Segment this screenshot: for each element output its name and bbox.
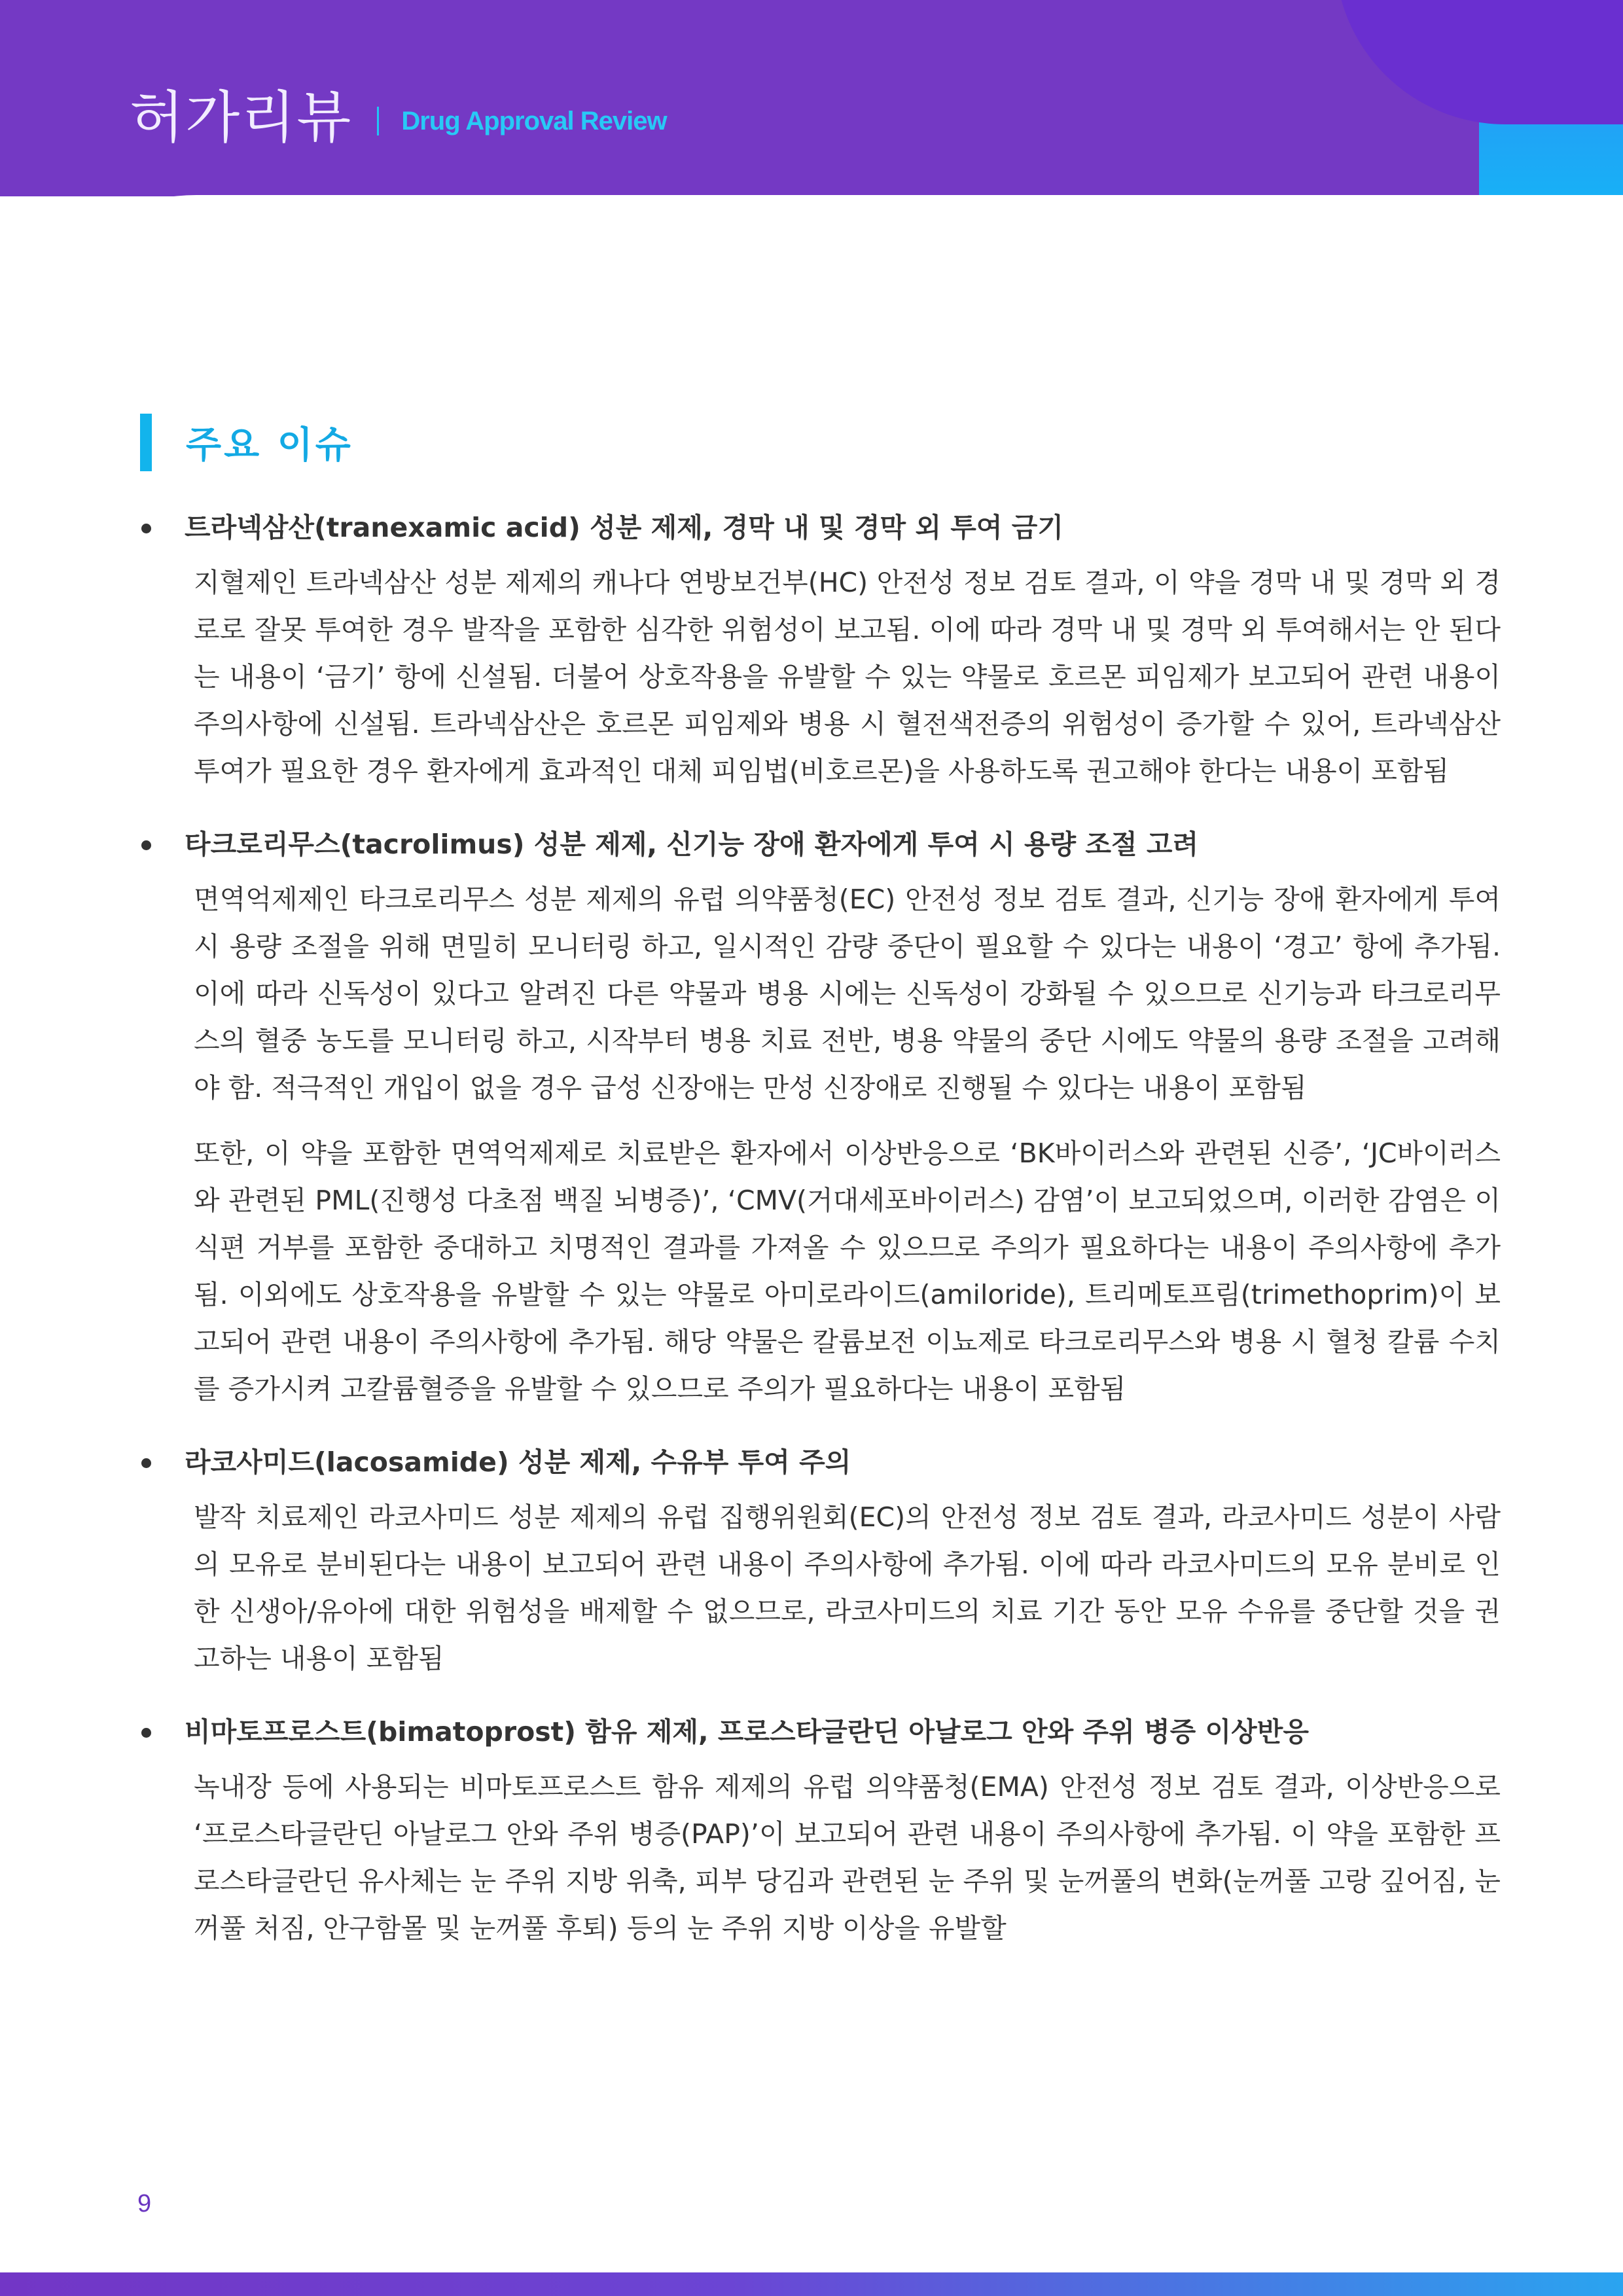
- issue-paragraph: 녹내장 등에 사용되는 비마토프로스트 함유 제제의 유럽 의약품청(EMA) 안전성 정보 검토 결과, 이상반응으로 ‘프로스타글란딘 아날로그 안와 주위 병증(PAP)’이 보고되어 관련 내용이 주의사항에 추가됨. 이 약을 포함한 프로스타글란딘 유사체는 눈 주위 지방 위축, 피부 당김과 관련된 눈 주위 및 눈꺼풀의 변화(눈꺼풀 고랑 깊어짐, 눈꺼풀 처짐, 안구함몰 및 눈꺼풀 후퇴) 등의 눈 주위 지방 이상을 유발할: [194, 1771, 1501, 1944]
- issue-title-text: 타크로리무스(tacrolimus) 성분 제제, 신기능 장애 환자에게 투여 시 용량 조절 고려: [185, 829, 1199, 860]
- section-title: 주요 이슈: [186, 424, 353, 467]
- brand-title-ko: 허가리뷰: [130, 85, 353, 151]
- issue-paragraph: 지혈제인 트라넥삼산 성분 제제의 캐나다 연방보건부(HC) 안전성 정보 검토 결과, 이 약을 경막 내 및 경막 외 경로로 잘못 투여한 경우 발작을 포함한 심각한 위험성이 보고됨. 이에 따라 경막 내 및 경막 외 투여해서는 안 된다는 내용이 ‘금기’ 항에 신설됨. 더불어 상호작용을 유발할 수 있는 약물로 호르몬 피임제가 보고되어 관련 내용이 주의사항에 신설됨. 트라넥삼산은 호르몬 피임제와 병용 시 혈전색전증의 위험성이 증가할 수 있어, 트라넥삼산 투여가 필요한 경우 환자에게 효과적인 대체 피임법(비호르몬)을 사용하도록 권고해야 한다는 내용이 포함됨: [194, 567, 1501, 787]
- publication-brand: [130, 72, 667, 153]
- issue-title: [185, 1708, 1493, 1755]
- issue-list: [0, 504, 1623, 1952]
- issue-title-text: 트라넥삼산(tranexamic acid) 성분 제제, 경막 내 및 경막 외 투여 금기: [185, 512, 1063, 543]
- issue-title: [185, 1439, 1493, 1486]
- issue-paragraph: 발작 치료제인 라코사미드 성분 제제의 유럽 집행위원회(EC)의 안전성 정보 검토 결과, 라코사미드 성분이 사람의 모유로 분비된다는 내용이 보고되어 관련 내용이 주의사항에 추가됨. 이에 따라 라코사미드의 모유 분비로 인한 신생아/유아에 대한 위험성을 배제할 수 없으므로, 라코사미드의 치료 기간 동안 모유 수유를 중단할 것을 권고하는 내용이 포함됨: [194, 1501, 1501, 1674]
- footer-gradient-bar: [0, 2272, 1623, 2296]
- issue-title-text: 라코사미드(lacosamide) 성분 제제, 수유부 투여 주의: [185, 1446, 851, 1478]
- bullet-icon: [141, 1728, 151, 1738]
- header-corner-circle: [1335, 0, 1623, 124]
- section-accent-bar: [140, 414, 152, 471]
- bullet-icon: [141, 840, 151, 850]
- section-heading: [140, 414, 353, 471]
- bullet-icon: [141, 524, 151, 533]
- issue-paragraph: 면역억제제인 타크로리무스 성분 제제의 유럽 의약품청(EC) 안전성 정보 검토 결과, 신기능 장애 환자에게 투여 시 용량 조절을 위해 면밀히 모니터링 하고, 일시적인 감량 중단이 필요할 수 있다는 내용이 ‘경고’ 항에 추가됨. 이에 따라 신독성이 있다고 알려진 다른 약물과 병용 시에는 신독성이 강화될 수 있으므로 신기능과 타크로리무스의 혈중 농도를 모니터링 하고, 시작부터 병용 치료 전반, 병용 약물의 중단 시에도 약물의 용량 조절을 고려해야 함. 적극적인 개입이 없을 경우 급성 신장애는 만성 신장애로 진행될 수 있다는 내용이 포함됨: [194, 884, 1501, 1103]
- bullet-icon: [141, 1458, 151, 1468]
- page-number: 9: [137, 2190, 152, 2217]
- issue-item-tranexamic-acid: [0, 504, 1623, 795]
- issue-item-lacosamide: [0, 1439, 1623, 1682]
- brand-title-en: Drug Approval Review: [401, 106, 667, 135]
- issue-paragraph: 또한, 이 약을 포함한 면역억제제로 치료받은 환자에서 이상반응으로 ‘BK바이러스와 관련된 신증’, ‘JC바이러스와 관련된 PML(진행성 다초점 백질 뇌병증)’, ‘CMV(거대세포바이러스) 감염’이 보고되었으며, 이러한 감염은 이식편 거부를 포함한 중대하고 치명적인 결과를 가져올 수 있으므로 주의가 필요하다는 내용이 주의사항에 추가됨. 이외에도 상호작용을 유발할 수 있는 약물로 아미로라이드(amiloride), 트리메토프림(trimethoprim)이 보고되어 관련 내용이 주의사항에 추가됨. 해당 약물은 칼륨보전 이뇨제로 타크로리무스와 병용 시 혈청 칼륨 수치를 증가시켜 고칼륨혈증을 유발할 수 있으므로 주의가 필요하다는 내용이 포함됨: [194, 1138, 1501, 1405]
- issue-item-bimatoprost: [0, 1708, 1623, 1952]
- issue-title: [185, 821, 1493, 868]
- issue-item-tacrolimus: [0, 821, 1623, 1412]
- brand-separator: [377, 107, 379, 135]
- issue-title: [185, 504, 1493, 551]
- issue-title-text: 비마토프로스트(bimatoprost) 함유 제제, 프로스타글란딘 아날로그 안와 주위 병증 이상반응: [185, 1716, 1309, 1748]
